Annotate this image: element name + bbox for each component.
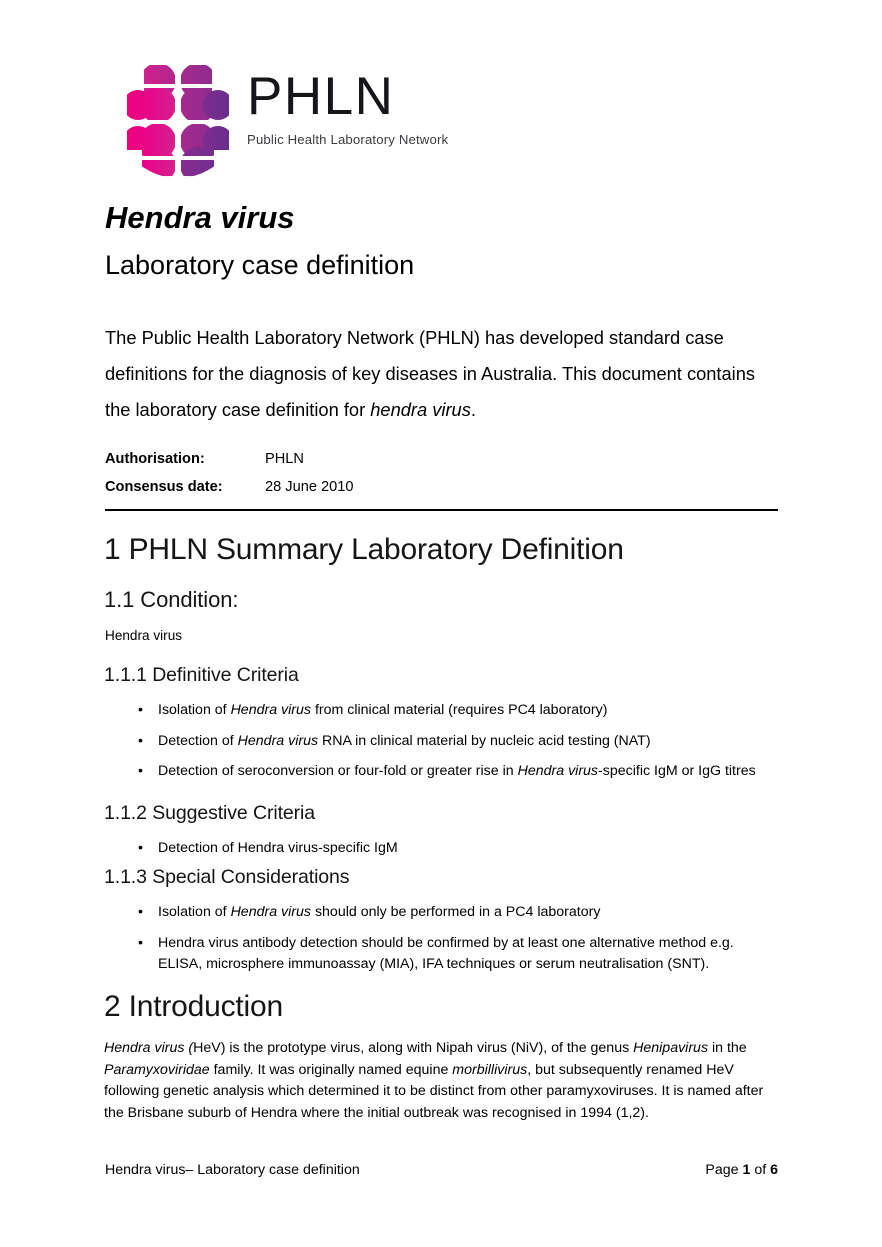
- bullet-icon: •: [138, 732, 143, 749]
- phln-tagline: Public Health Laboratory Network: [247, 132, 449, 147]
- list-item-italic: Hendra virus: [517, 763, 599, 779]
- phln-logo: [105, 52, 505, 182]
- heading-section-1: 1 PHLN Summary Laboratory Definition: [104, 533, 624, 566]
- bullet-icon: •: [138, 934, 143, 951]
- page-footer: [105, 1160, 778, 1180]
- footer-document-name: Hendra virus– Laboratory case definition: [105, 1162, 360, 1178]
- list-item: [105, 902, 781, 924]
- phln-sphere-icon: [114, 52, 242, 180]
- list-item-italic: Hendra virus: [230, 904, 311, 920]
- lead-text-italic: hendra virus: [370, 399, 471, 420]
- heading-section-1-1-2: 1.1.2 Suggestive Criteria: [104, 802, 316, 824]
- document-metadata: [105, 445, 605, 501]
- list-item-pre: Isolation of: [158, 904, 231, 920]
- bullet-icon: •: [138, 904, 143, 920]
- list-item-post: -specific IgM or IgG titres: [598, 763, 756, 779]
- list-item: [105, 731, 781, 753]
- page-title: Hendra virus: [105, 200, 295, 235]
- list-item: [105, 700, 781, 722]
- special-considerations-list: [105, 902, 781, 976]
- lead-text-part2: .: [470, 399, 476, 420]
- bullet-icon: •: [138, 763, 143, 779]
- list-item-pre: Detection of: [158, 732, 238, 749]
- phln-wordmark: PHLN: [247, 67, 395, 126]
- intro-italic-4: morbillivirus: [452, 1061, 528, 1078]
- consensus-date-label: Consensus date:: [105, 479, 223, 495]
- list-item-pre: Hendra virus antibody detection should be confirmed by at least one alternative method e.g. ELISA, microsphere immunoassay (MIA), IFA techniques or serum neutralisation (SNT).: [158, 934, 734, 972]
- bullet-icon: •: [138, 840, 143, 856]
- intro-text-2: in the: [708, 1040, 747, 1056]
- footer-page-number: [705, 1160, 778, 1180]
- phln-logo-text: [247, 67, 497, 147]
- metadata-row-consensus-date: [105, 473, 605, 501]
- intro-text-4: , but subsequently renamed HeV following genetic analysis which determined it to be distinct from other paramyxoviruses. It is named after the Brisbane suburb of Hendra where the initial outbreak was recognised in 1994 (1,2).: [104, 1061, 764, 1121]
- list-item-italic: Hendra virus: [237, 732, 319, 749]
- list-item: [105, 933, 781, 976]
- footer-total-pages: 6: [770, 1162, 778, 1178]
- lead-text-part1: The Public Health Laboratory Network (PHLN) has developed standard case definitions for the diagnosis of key diseases in Australia. This document contains the laboratory case definition for: [105, 327, 756, 420]
- list-item: [105, 838, 781, 860]
- list-item-pre: Isolation of: [158, 702, 231, 718]
- consensus-date-value: 28 June 2010: [265, 479, 354, 495]
- authorisation-value: PHLN: [265, 451, 304, 467]
- list-item: [105, 761, 781, 783]
- metadata-row-authorisation: [105, 445, 605, 473]
- intro-paragraph: [105, 320, 777, 428]
- heading-section-1-1-3: 1.1.3 Special Considerations: [104, 866, 350, 888]
- intro-italic-2: Henipavirus: [633, 1040, 709, 1056]
- heading-section-1-1: 1.1 Condition:: [104, 587, 239, 612]
- bullet-icon: •: [138, 702, 143, 718]
- condition-value: Hendra virus: [105, 628, 183, 643]
- suggestive-criteria-list: [105, 838, 781, 860]
- list-item-post: from clinical material (requires PC4 laboratory): [311, 702, 608, 718]
- footer-page-prefix: Page: [705, 1162, 743, 1178]
- introduction-paragraph: [104, 1038, 780, 1124]
- horizontal-divider: [105, 509, 778, 511]
- intro-text-3: family. It was originally named equine: [209, 1061, 453, 1078]
- list-item-pre: Detection of seroconversion or four-fold or greater rise in: [158, 763, 518, 779]
- footer-page-middle: of: [750, 1162, 771, 1178]
- intro-text-1: HeV) is the prototype virus, along with Nipah virus (NiV), of the genus: [193, 1040, 634, 1056]
- definitive-criteria-list: [105, 700, 781, 783]
- authorisation-label: Authorisation:: [105, 451, 205, 467]
- heading-section-2: 2 Introduction: [104, 990, 283, 1023]
- list-item-pre: Detection of Hendra virus-specific IgM: [158, 840, 398, 856]
- intro-italic-1: Hendra virus (: [104, 1040, 194, 1056]
- list-item-post: RNA in clinical material by nucleic acid testing (NAT): [318, 732, 651, 749]
- intro-italic-3: Paramyxoviridae: [104, 1061, 210, 1078]
- list-item-italic: Hendra virus: [230, 702, 311, 718]
- footer-current-page: 1: [742, 1162, 751, 1178]
- list-item-post: should only be performed in a PC4 laboratory: [311, 904, 601, 920]
- page-subtitle: Laboratory case definition: [105, 250, 415, 280]
- heading-section-1-1-1: 1.1.1 Definitive Criteria: [104, 664, 299, 686]
